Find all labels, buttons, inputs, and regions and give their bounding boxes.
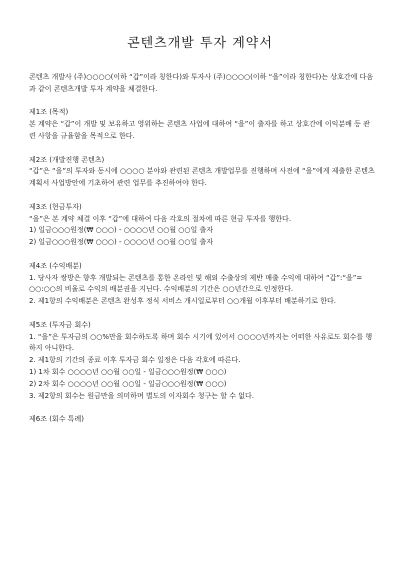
article-heading: 제4조 (수익배분) bbox=[29, 261, 82, 270]
article-heading: 제2조 (개발진행 콘텐츠) bbox=[29, 155, 105, 164]
article-heading: 제5조 (투자금 회수) bbox=[29, 320, 91, 329]
article-text: 3. 제2항의 회수는 원금만을 의미하며 별도의 이자회수 청구는 할 수 없다. bbox=[29, 391, 254, 400]
article-text: 1. “을”은 투자금의 ○○%만을 회수하도록 하며 회수 시기에 있어서 ○○○○년까지는 어떠한 사유로도 회수를 행하지 아니한다. bbox=[29, 332, 373, 353]
article-4 bbox=[29, 261, 375, 308]
article-item: 2) 2차 회수 ○○○○년 ○○월 ○○일 - 일금○○○원정(₩ ○○○) bbox=[29, 379, 227, 388]
document-body bbox=[29, 72, 375, 426]
article-item: 1) 일금○○○원정(₩ ○○○) - ○○○○년 ○○월 ○○일 출자 bbox=[29, 226, 214, 235]
article-text: 2. 제1항의 수익배분은 콘텐츠 완성후 정식 서비스 개시일로부터 ○○개월 이후부터 배분하기로 한다. bbox=[29, 297, 337, 306]
article-heading: 제6조 (회수 특례) bbox=[29, 415, 84, 424]
article-item: 1) 1차 회수 ○○○○년 ○○월 ○○일 - 일금○○○원정(₩ ○○○) bbox=[29, 367, 227, 376]
article-3 bbox=[29, 202, 375, 249]
article-text: 1. 당사자 쌍방은 향후 개발되는 콘텐츠를 통한 온라인 및 해외 수출상의 제반 매출 수익에 대하여 “갑”:“을”= ○○:○○의 비율로 수익의 배분권을 지닌다. 수익배분의 기간은 ○○년간으로 인정한다. bbox=[29, 273, 363, 294]
article-1 bbox=[29, 107, 375, 142]
article-item: 2) 일금○○○원정(₩ ○○○) - ○○○○년 ○○월 ○○일 출자 bbox=[29, 238, 214, 247]
document-title: 콘텐츠개발 투자 계약서 bbox=[127, 36, 273, 51]
article-5 bbox=[29, 320, 375, 403]
intro-paragraph: 콘텐츠 개발사 (주)○○○○(이하 “갑”이라 칭한다)와 투자사 (주)○○○○(이하 “을”이라 칭한다)는 상호간에 다음과 같이 콘텐츠개발 투자 계약을 체결한다. bbox=[29, 73, 374, 93]
article-text: 2. 제1항의 기간의 종료 이후 투자금 회수 일정은 다음 각호에 따른다. bbox=[29, 356, 241, 365]
article-6 bbox=[29, 414, 375, 426]
article-heading: 제1조 (목적) bbox=[29, 108, 69, 117]
article-text: 본 계약은 “갑”이 개발 및 보유하고 영위하는 콘텐츠 사업에 대하여 “을”이 출자를 하고 상호간에 이익분배 등 관련 사항을 규율함을 목적으로 한다. bbox=[29, 120, 370, 140]
article-text: “을”은 본 계약 체결 이후 “갑”에 대하여 다음 각호의 절차에 따른 현금 투자를 행한다. bbox=[29, 214, 292, 223]
article-heading: 제3조 (현금투자) bbox=[29, 202, 82, 211]
article-text: “갑”은 “을”의 투자와 동시에 ○○○○ 분야와 관련된 콘텐츠 개발업무를 진행하며 사전에 “을”에게 제출한 콘텐츠 계획서 사업방안에 기초하여 관련 업무를 추진하여야 한다. bbox=[29, 167, 375, 188]
article-2 bbox=[29, 155, 375, 190]
